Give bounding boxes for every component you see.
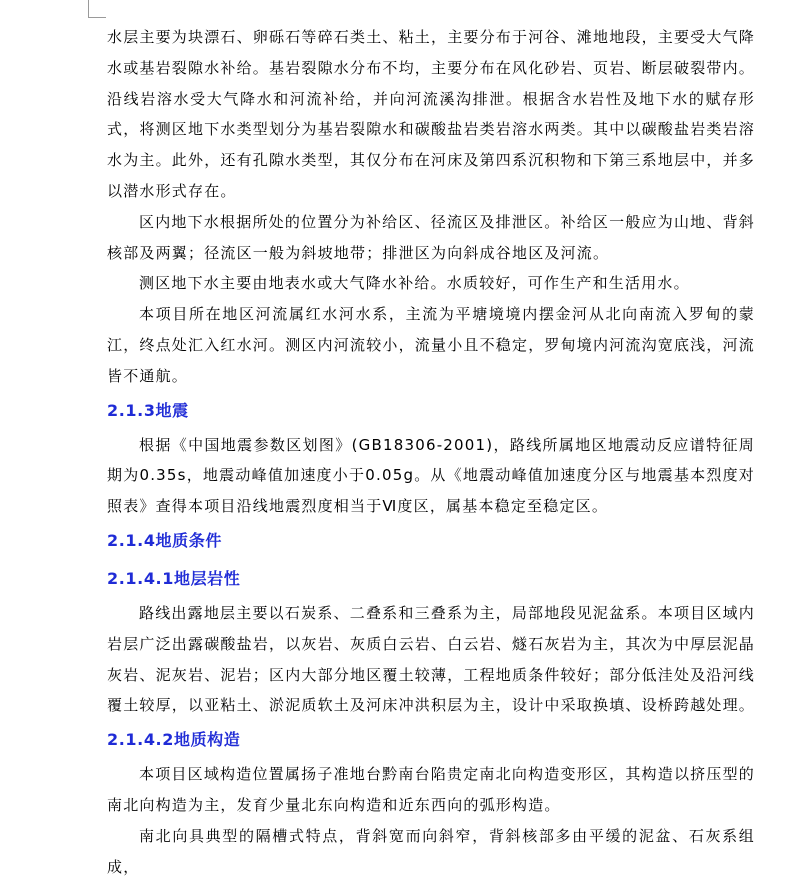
heading-geological-structure: 2.1.4.2地质构造 (107, 730, 241, 750)
paragraph-water-quality: 测区地下水主要由地表水或大气降水补给。水质较好，可作生产和生活用水。 (139, 274, 690, 293)
paragraph-stratigraphy: 路线出露地层主要以石炭系、二叠系和三叠系为主，局部地段见泥盆系。本项目区域内岩层广泛出露碳酸盐岩，以灰岩、灰质白云岩、白云岩、燧石灰岩为主，其次为中厚层泥晶灰岩、泥灰岩、泥岩；区内大部分地区覆土较薄，工程地质条件较好；部分低洼处及沿河线覆土较厚，以亚粘土、淤泥质软土及河床冲洪积层为主，设计中采取换填、设桥跨越处理。 (107, 603, 756, 715)
paragraph-structure-features: 南北向具典型的隔槽式特点，背斜宽而向斜窄，背斜核部多由平缓的泥盆、石灰系组成， (107, 826, 755, 876)
paragraph-river-system: 本项目所在地区河流属红水河水系，主流为平塘境境内摆金河从北向南流入罗甸的蒙江，终点处汇入红水河。测区内河流较小，流量小且不稳定，罗甸境内河流沟宽底浅，河流皆不通航。 (107, 305, 756, 385)
heading-stratigraphy-lithology: 2.1.4.1地层岩性 (107, 568, 241, 588)
paragraph-groundwater-types: 水层主要为块漂石、卵砾石等碎石类土、粘土，主要分布于河谷、滩地地段，主要受大气降水或基岩裂隙水补给。基岩裂隙水分布不均，主要分布在风化砂岩、页岩、断层破裂带内。沿线岩溶水受大气降水和河流补给，并向河流溪沟排泄。根据含水岩性及地下水的赋存形式，将测区地下水类型划分为基岩裂隙水和碳酸盐岩类岩溶水两类。其中以碳酸盐岩类岩溶水为主。此外，还有孔隙水类型，其仅分布在河床及第四系沉积物和下第三系地层中，并多以潜水形式存在。 (107, 28, 756, 200)
document-body (107, 22, 755, 882)
heading-geological-conditions: 2.1.4地质条件 (107, 530, 222, 550)
page-corner-mark (88, 0, 89, 18)
page-corner-mark (88, 17, 106, 18)
paragraph-seismic-parameters: 根据《中国地震参数区划图》(GB18306-2001)，路线所属地区地震动反应谱特征周期为0.35s，地震动峰值加速度小于0.05g。从《地震动峰值加速度分区与地震基本烈度对照表》查得本项目沿线地震烈度相当于Ⅵ度区，属基本稳定至稳定区。 (107, 435, 755, 516)
heading-earthquake: 2.1.3地震 (107, 400, 189, 420)
paragraph-recharge-zones: 区内地下水根据所处的位置分为补给区、径流区及排泄区。补给区一般应为山地、背斜核部及两翼；径流区一般为斜坡地带；排泄区为向斜成谷地区及河流。 (107, 212, 755, 262)
paragraph-structure-location: 本项目区域构造位置属扬子准地台黔南台陷贵定南北向构造变形区，其构造以挤压型的南北向构造为主，发育少量北东向构造和近东西向的弧形构造。 (107, 765, 755, 814)
